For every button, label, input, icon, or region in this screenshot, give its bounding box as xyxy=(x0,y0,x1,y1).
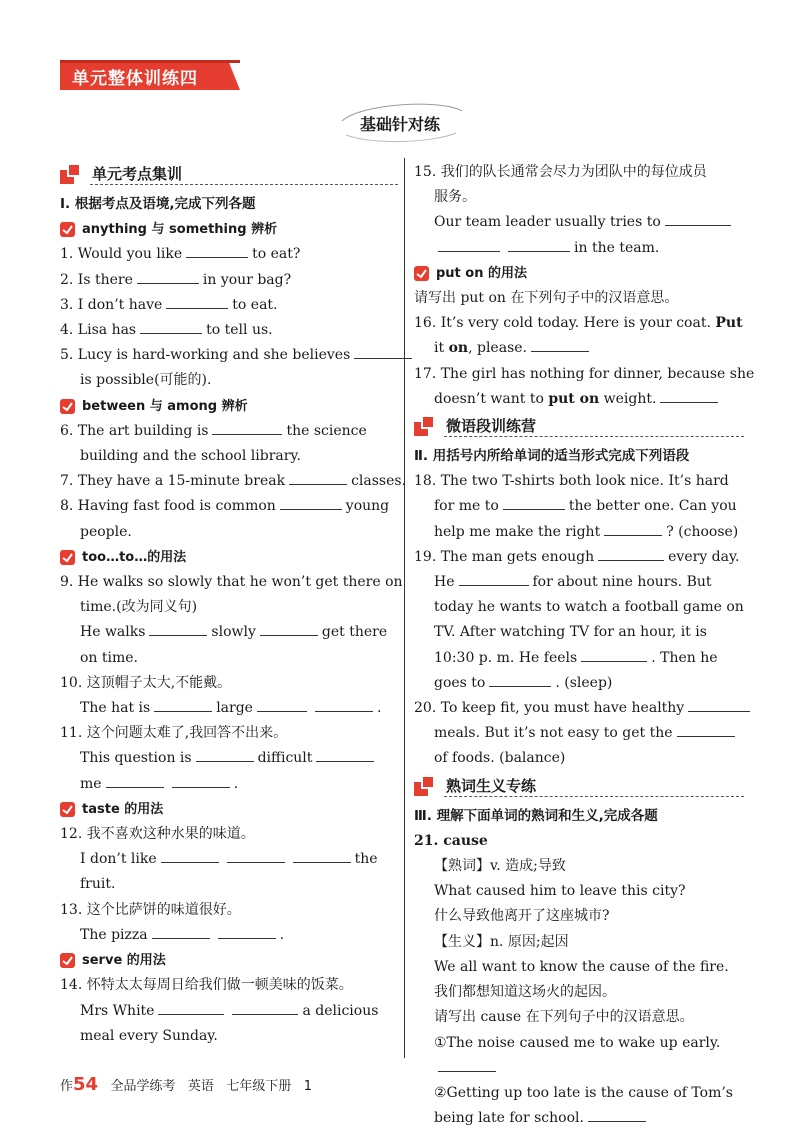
part-title: Ⅲ. 理解下面单词的熟词和生义,完成各题 xyxy=(414,807,658,824)
sentence-2: ②Getting up too late is the cause of Tom’s xyxy=(434,1084,733,1101)
answer-blank[interactable] xyxy=(260,620,318,636)
volume-number: 1 xyxy=(303,1079,313,1094)
tip-heading: too…to…的用法 xyxy=(60,545,398,570)
question-19-cont2: today he wants to watch a football game on xyxy=(434,599,744,616)
answer-blank[interactable] xyxy=(149,620,207,636)
question-12-answer-cont: fruit. xyxy=(80,876,116,893)
question-11: 11. 这个问题太难了,我回答不出来。 xyxy=(60,725,288,742)
question-17-cont: doesn’t want to put on weight. xyxy=(414,387,744,412)
section-heading: 单元考点集训 xyxy=(60,162,398,188)
book-name: 全品学练考 xyxy=(110,1079,176,1094)
question-4: 4. Lisa has to tell us. xyxy=(60,318,398,343)
answer-blank[interactable] xyxy=(316,746,374,762)
answer-blank[interactable] xyxy=(438,1056,496,1072)
answer-blank[interactable] xyxy=(598,545,664,561)
answer-blank[interactable] xyxy=(604,520,662,536)
column-divider xyxy=(404,158,405,1058)
question-13-answer: The pizza . xyxy=(60,923,398,948)
grade: 七年级下册 xyxy=(226,1079,292,1094)
question-19-cont3: TV. After watching TV for an hour, it is xyxy=(434,624,707,641)
question-14-answer: Mrs White a delicious xyxy=(60,999,398,1024)
question-5-cont: is possible(可能的). xyxy=(80,372,212,389)
question-19: 19. The man gets enough every day. xyxy=(414,545,744,570)
answer-blank[interactable] xyxy=(438,236,500,252)
question-19-cont: He for about nine hours. But xyxy=(414,570,744,595)
question-12: 12. 我不喜欢这种水果的味道。 xyxy=(60,826,255,843)
question-20: 20. To keep fit, you must have healthy xyxy=(414,696,744,721)
question-14-answer-cont: meal every Sunday. xyxy=(80,1027,218,1044)
known-example-zh: 什么导致他离开了这座城市? xyxy=(434,908,610,925)
question-20-cont: meals. But it’s not easy to get the xyxy=(414,721,744,746)
question-7: 7. They have a 15-minute break classes. xyxy=(60,469,398,494)
answer-blank[interactable] xyxy=(531,336,589,352)
sentence-2-cont: being late for school. xyxy=(414,1106,744,1131)
check-icon xyxy=(414,266,430,282)
question-2: 2. Is there in your bag? xyxy=(60,268,398,293)
question-14: 14. 怀特太太每周日给我们做一顿美味的饭菜。 xyxy=(60,977,353,994)
question-3: 3. I don’t have to eat. xyxy=(60,293,398,318)
answer-blank[interactable] xyxy=(289,469,347,485)
answer-blank[interactable] xyxy=(489,671,551,687)
answer-blank[interactable] xyxy=(677,721,735,737)
instruction: 请写出 put on 在下列句子中的汉语意思。 xyxy=(414,290,679,307)
question-15: 15. 我们的队长通常会尽力为团队中的每位成员 xyxy=(414,164,707,180)
question-1: 1. Would you like to eat? xyxy=(60,242,398,267)
answer-blank[interactable] xyxy=(140,318,202,334)
answer-blank[interactable] xyxy=(293,847,351,863)
new-example-zh: 我们都想知道这场火的起因。 xyxy=(434,984,616,1001)
answer-blank[interactable] xyxy=(186,242,248,258)
tip-heading: taste 的用法 xyxy=(60,797,398,822)
known-example-en: What caused him to leave this city? xyxy=(434,883,686,900)
page-footer xyxy=(60,1074,312,1095)
instruction: 请写出 cause 在下列句子中的汉语意思。 xyxy=(434,1009,694,1026)
new-example-en: We all want to know the cause of the fire. xyxy=(434,958,729,975)
answer-blank[interactable] xyxy=(218,923,276,939)
question-16-cont: it on, please. xyxy=(414,336,744,361)
question-21: 21. cause xyxy=(414,832,488,849)
answer-blank[interactable] xyxy=(166,293,228,309)
check-icon xyxy=(60,222,76,238)
answer-blank[interactable] xyxy=(354,343,412,359)
answer-blank[interactable] xyxy=(588,1106,646,1122)
sentence-1-answer xyxy=(414,1056,744,1081)
answer-blank[interactable] xyxy=(688,696,750,712)
question-6-cont: building and the school library. xyxy=(80,448,301,465)
question-8-cont: people. xyxy=(80,523,132,540)
check-icon xyxy=(60,550,76,566)
question-9-answer: He walks slowly get there xyxy=(60,620,398,645)
question-18-cont: for me to the better one. Can you xyxy=(414,494,744,519)
answer-blank[interactable] xyxy=(152,923,210,939)
known-meaning: 【熟词】v. 造成;导致 xyxy=(434,858,566,875)
question-11-answer: This question is difficult xyxy=(60,746,398,771)
tip-heading: between 与 among 辨析 xyxy=(60,394,398,419)
section-heading: 熟词生义专练 xyxy=(414,774,744,800)
question-6: 6. The art building is the science xyxy=(60,419,398,444)
left-column xyxy=(60,160,407,1049)
answer-blank[interactable] xyxy=(158,999,224,1015)
question-10: 10. 这顶帽子太大,不能戴。 xyxy=(60,674,232,691)
unit-banner xyxy=(60,60,240,90)
tip-heading: serve 的用法 xyxy=(60,948,398,973)
answer-blank[interactable] xyxy=(154,696,212,712)
answer-blank[interactable] xyxy=(212,419,282,435)
subject: 英语 xyxy=(187,1079,214,1094)
question-15-answer-cont: in the team. xyxy=(414,236,744,261)
answer-blank[interactable] xyxy=(665,210,731,226)
answer-blank[interactable] xyxy=(280,494,342,510)
answer-blank[interactable] xyxy=(503,494,565,510)
sentence-1: ①The noise caused me to wake up early. xyxy=(434,1034,721,1051)
right-column xyxy=(414,160,755,1131)
answer-blank[interactable] xyxy=(257,696,307,712)
question-16: 16. It’s very cold today. Here is your coat. Put xyxy=(414,315,743,332)
question-19-cont4: 10:30 p. m. He feels . Then he xyxy=(414,646,744,671)
answer-blank[interactable] xyxy=(660,387,718,403)
question-15-cont: 服务。 xyxy=(434,189,476,206)
question-18-cont2: help me make the right ? (choose) xyxy=(414,520,744,545)
answer-blank[interactable] xyxy=(196,746,254,762)
question-10-answer: The hat is large . xyxy=(60,696,398,721)
tip-heading: anything 与 something 辨析 xyxy=(60,217,398,242)
question-15-answer: Our team leader usually tries to xyxy=(414,210,744,235)
question-12-answer: I don’t like the xyxy=(60,847,398,872)
part-title: Ⅱ. 用括号内所给单词的适当形式完成下列语段 xyxy=(414,448,690,465)
question-9-answer-cont: on time. xyxy=(80,649,139,666)
answer-blank[interactable] xyxy=(161,847,219,863)
question-19-cont5: goes to . (sleep) xyxy=(414,671,744,696)
footer-prefix: 作 xyxy=(60,1079,74,1094)
part-title: Ⅰ. 根据考点及语境,完成下列各题 xyxy=(60,196,256,212)
section-marker-icon xyxy=(60,164,86,184)
question-11-answer-cont: me . xyxy=(60,772,398,797)
answer-blank[interactable] xyxy=(315,696,373,712)
answer-blank[interactable] xyxy=(459,570,529,586)
question-8: 8. Having fast food is common young xyxy=(60,494,398,519)
section-marker-icon xyxy=(414,416,440,436)
question-9-cont: time.(改为同义句) xyxy=(80,599,198,616)
answer-blank[interactable] xyxy=(137,268,199,284)
section-marker-icon xyxy=(414,776,440,796)
page-subtitle: 基础针对练 xyxy=(359,115,440,134)
question-20-cont2: of foods. (balance) xyxy=(434,750,566,767)
answer-blank[interactable] xyxy=(227,847,285,863)
answer-blank[interactable] xyxy=(508,236,570,252)
answer-blank[interactable] xyxy=(581,646,647,662)
answer-blank[interactable] xyxy=(172,772,230,788)
answer-blank[interactable] xyxy=(232,999,298,1015)
answer-blank[interactable] xyxy=(106,772,164,788)
tip-heading: put on 的用法 xyxy=(414,261,744,286)
check-icon xyxy=(60,953,76,969)
question-9: 9. He walks so slowly that he won’t get there on xyxy=(60,574,403,591)
section-heading: 微语段训练营 xyxy=(414,414,744,440)
question-18: 18. The two T-shirts both look nice. It’s hard xyxy=(414,473,729,490)
new-meaning: 【生义】n. 原因;起因 xyxy=(434,933,569,950)
check-icon xyxy=(60,802,76,818)
question-13: 13. 这个比萨饼的味道很好。 xyxy=(60,901,241,918)
check-icon xyxy=(60,399,76,415)
question-5: 5. Lucy is hard-working and she believes xyxy=(60,343,398,368)
banner-title: 单元整体训练四 xyxy=(72,69,198,89)
question-17: 17. The girl has nothing for dinner, because she xyxy=(414,365,755,382)
page-number: 54 xyxy=(73,1074,99,1095)
